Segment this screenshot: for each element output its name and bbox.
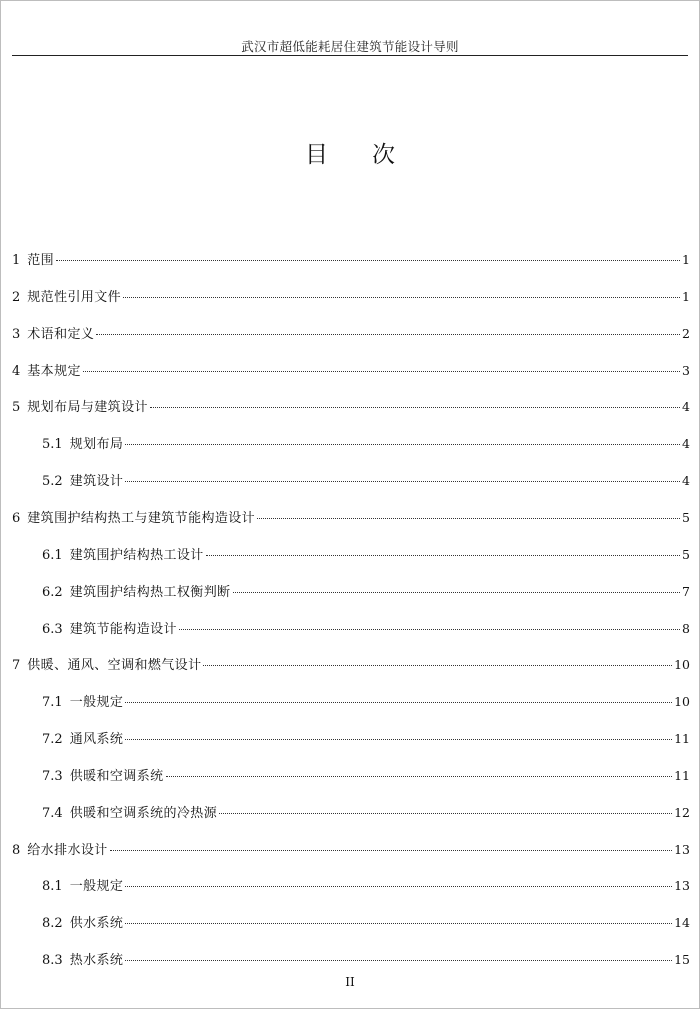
toc-entry-label: 规划布局 xyxy=(69,437,124,453)
toc-dot-leader xyxy=(125,923,672,924)
toc-entry[interactable] xyxy=(42,912,690,932)
toc-entry-label: 范围 xyxy=(27,253,55,268)
toc-title-char-1: 目 xyxy=(305,142,328,168)
toc-entry-page: 4 xyxy=(682,473,690,489)
toc-dot-leader xyxy=(110,850,672,851)
toc-dot-leader xyxy=(125,444,680,445)
toc-entry-label: 热水系统 xyxy=(69,953,124,969)
toc-dot-leader xyxy=(166,776,673,777)
toc-entry-number: 8.1 xyxy=(42,879,63,895)
toc-entry-label: 供暖、通风、空调和燃气设计 xyxy=(27,658,202,674)
toc-entry-page: 15 xyxy=(674,952,690,968)
toc-entry[interactable] xyxy=(42,618,690,638)
toc-dot-leader xyxy=(203,665,672,666)
toc-entry[interactable] xyxy=(42,765,690,785)
toc-entry-number: 8 xyxy=(12,842,21,858)
toc-entry-page: 1 xyxy=(682,252,690,267)
toc-entry-number: 8.2 xyxy=(42,916,63,932)
toc-entry-number: 7 xyxy=(12,658,21,674)
toc-entry-label: 建筑设计 xyxy=(69,474,124,490)
toc-dot-leader xyxy=(125,702,672,703)
toc-entry-page: 1 xyxy=(682,288,690,304)
toc-entry-number: 5.2 xyxy=(42,474,63,490)
toc-entry-page: 13 xyxy=(674,841,690,857)
toc-entry[interactable] xyxy=(12,839,690,859)
toc-entry-label: 供水系统 xyxy=(69,916,124,932)
toc-entry-label: 术语和定义 xyxy=(27,326,95,342)
toc-entry-page: 3 xyxy=(682,362,690,378)
toc-entry[interactable] xyxy=(12,286,690,306)
toc-entry-page: 5 xyxy=(682,509,690,525)
toc-entry-number: 3 xyxy=(12,326,21,342)
toc-entry-page: 7 xyxy=(682,583,690,599)
toc-entry-page: 4 xyxy=(682,436,690,452)
toc-dot-leader xyxy=(96,334,680,335)
toc-entry-page: 12 xyxy=(674,804,690,820)
toc-entry-label: 一般规定 xyxy=(69,879,124,895)
toc-entry[interactable] xyxy=(12,396,690,416)
toc-dot-leader xyxy=(219,813,672,814)
toc-entry-number: 6.1 xyxy=(42,547,63,563)
toc-entry[interactable] xyxy=(42,470,690,490)
toc-entry[interactable] xyxy=(42,728,690,748)
toc-entry-number: 2 xyxy=(12,289,21,305)
toc-entry-page: 2 xyxy=(682,325,690,341)
toc-entry[interactable] xyxy=(42,581,690,601)
toc-entry-number: 4 xyxy=(12,363,21,379)
toc-entry[interactable] xyxy=(12,249,690,269)
toc-entry-label: 供暖和空调系统的冷热源 xyxy=(69,805,218,821)
toc-entry[interactable] xyxy=(12,654,690,674)
toc-dot-leader xyxy=(150,407,680,408)
toc-entry[interactable] xyxy=(12,507,690,527)
toc-title xyxy=(0,136,700,169)
toc-dot-leader xyxy=(125,886,672,887)
toc-entry[interactable] xyxy=(42,544,690,564)
toc-entry-number: 6.3 xyxy=(42,621,63,637)
toc-entry[interactable] xyxy=(42,802,690,822)
toc-dot-leader xyxy=(56,260,680,261)
toc-entry-label: 规划布局与建筑设计 xyxy=(27,400,148,416)
toc-dot-leader xyxy=(233,592,681,593)
toc-entry-number: 7.4 xyxy=(42,805,63,821)
toc-dot-leader xyxy=(125,739,672,740)
toc-entry-label: 供暖和空调系统 xyxy=(69,768,164,784)
toc-entry-label: 建筑围护结构热工权衡判断 xyxy=(69,584,231,600)
toc-dot-leader xyxy=(257,518,680,519)
toc-dot-leader xyxy=(83,371,680,372)
page-number: II xyxy=(345,975,355,989)
toc-entry-number: 1 xyxy=(12,253,21,268)
toc-entry-page: 11 xyxy=(674,731,690,747)
toc-entry-number: 7.2 xyxy=(42,732,63,748)
toc-entry-label: 建筑围护结构热工设计 xyxy=(69,547,204,563)
toc-entry-number: 5 xyxy=(12,400,21,416)
toc-entry-page: 10 xyxy=(674,657,690,673)
toc-entry[interactable] xyxy=(42,949,690,969)
toc-entry-number: 5.1 xyxy=(42,437,63,453)
toc-entry-number: 8.3 xyxy=(42,953,63,969)
toc-entry-page: 11 xyxy=(674,767,690,783)
toc-entry-label: 建筑节能构造设计 xyxy=(69,621,177,637)
toc-dot-leader xyxy=(179,629,680,630)
toc-entry-label: 给水排水设计 xyxy=(27,842,108,858)
toc-entry-page: 10 xyxy=(674,694,690,710)
header-rule xyxy=(12,55,688,56)
toc-entry-label: 基本规定 xyxy=(27,363,81,379)
toc-dot-leader xyxy=(125,960,672,961)
toc-entry-label: 规范性引用文件 xyxy=(27,289,122,305)
toc-entry-number: 7.1 xyxy=(42,695,63,711)
toc-entry-page: 5 xyxy=(682,546,690,562)
toc-entry-label: 通风系统 xyxy=(69,732,124,748)
toc-entry-page: 8 xyxy=(682,620,690,636)
toc-entry[interactable] xyxy=(12,360,690,380)
toc-dot-leader xyxy=(206,555,680,556)
toc-entry-number: 6 xyxy=(12,510,21,526)
toc-entry-label: 建筑围护结构热工与建筑节能构造设计 xyxy=(27,510,256,526)
toc-dot-leader xyxy=(123,297,680,298)
toc-entry[interactable] xyxy=(42,691,690,711)
toc-entry[interactable] xyxy=(12,323,690,343)
toc-entry[interactable] xyxy=(42,875,690,895)
toc-entry-page: 4 xyxy=(682,399,690,415)
toc-entry-label: 一般规定 xyxy=(69,695,124,711)
toc-entry-page: 13 xyxy=(674,878,690,894)
toc-entry-number: 7.3 xyxy=(42,768,63,784)
running-header: 武汉市超低能耗居住建筑节能设计导则 xyxy=(241,39,459,54)
toc-entry-page: 14 xyxy=(674,915,690,931)
toc-title-char-2: 次 xyxy=(372,142,395,168)
toc-dot-leader xyxy=(125,481,680,482)
toc-entry-number: 6.2 xyxy=(42,584,63,600)
toc-entry[interactable] xyxy=(42,433,690,453)
